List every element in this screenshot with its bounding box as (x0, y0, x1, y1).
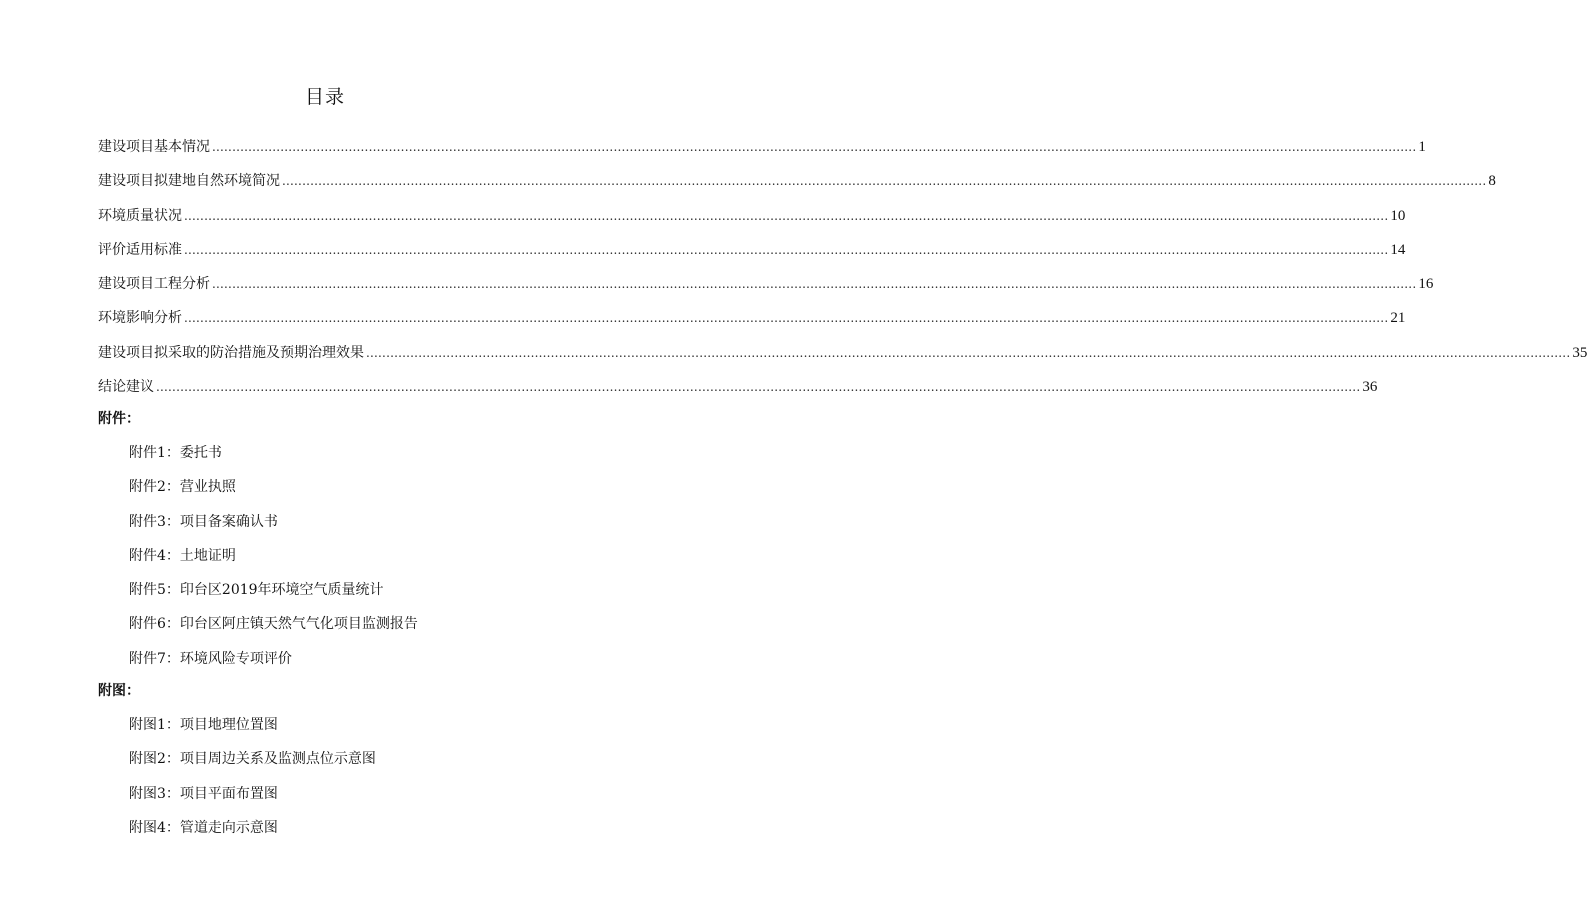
figure-item[interactable]: 附图1：项目地理位置图 (129, 717, 278, 733)
toc-entry-page: 36 (1362, 379, 1378, 396)
attachment-item[interactable]: 附件5：印台区2019年环境空气质量统计 (129, 582, 384, 599)
toc-leader-dots: ............................................................................................................................................................................................................................................................................................................ (184, 242, 1389, 257)
toc-entry[interactable] (98, 273, 1434, 307)
toc-entry-label: 建设项目拟采取的防治措施及预期治理效果 (98, 344, 364, 361)
page-title: 目录 (304, 86, 345, 108)
toc-leader-dots: ............................................................................................................................................................................................................................................................................................................ (366, 345, 1571, 360)
toc-entry[interactable] (98, 136, 1426, 170)
toc-entry-label: 环境影响分析 (98, 310, 182, 327)
figure-item[interactable]: 附图4：管道走向示意图 (129, 819, 278, 836)
toc-entry[interactable] (98, 205, 1406, 239)
attachments-list (129, 442, 589, 682)
toc-entry-label: 评价适用标准 (98, 241, 182, 258)
attachment-item[interactable]: 附件3：项目备案确认书 (129, 513, 278, 530)
toc-entry-page: 8 (1488, 173, 1496, 190)
attachment-item[interactable]: 附件2：营业执照 (129, 479, 236, 496)
toc-leader-dots: ............................................................................................................................................................................................................................................................................................................ (212, 140, 1417, 154)
toc-entry[interactable] (98, 307, 1406, 341)
toc-leader-dots: ............................................................................................................................................................................................................................................................................................................ (212, 277, 1417, 292)
toc-entry-label: 环境质量状况 (98, 207, 182, 224)
toc-entry-page: 35 (1572, 344, 1587, 361)
attachment-item[interactable]: 附件7：环境风险专项评价 (129, 650, 292, 667)
toc-entry-page: 21 (1390, 310, 1406, 327)
toc-entry[interactable] (98, 376, 1378, 410)
figure-item[interactable]: 附图2：项目周边关系及监测点位示意图 (129, 751, 376, 768)
attachments-heading: 附件： (98, 411, 140, 427)
toc-leader-dots: ............................................................................................................................................................................................................................................................................................................ (156, 380, 1361, 395)
toc-entry[interactable] (98, 239, 1406, 273)
toc-entry-page: 14 (1390, 241, 1406, 258)
toc-entry-page: 10 (1390, 207, 1406, 224)
attachment-item[interactable]: 附件4：土地证明 (129, 547, 236, 564)
toc-entry[interactable] (98, 170, 1496, 204)
toc-entry-label: 建设项目基本情况 (98, 139, 210, 155)
toc-entry[interactable] (98, 342, 1587, 376)
toc-entry-page: 1 (1418, 139, 1426, 155)
figure-item[interactable]: 附图3：项目平面布置图 (129, 785, 278, 802)
toc-leader-dots: ............................................................................................................................................................................................................................................................................................................ (282, 174, 1487, 189)
toc-leader-dots: ............................................................................................................................................................................................................................................................................................................ (184, 208, 1389, 223)
toc-entry-label: 建设项目工程分析 (98, 276, 210, 293)
toc-entry-label: 建设项目拟建地自然环境简况 (98, 173, 280, 190)
toc-leader-dots: ............................................................................................................................................................................................................................................................................................................ (184, 311, 1389, 326)
figures-heading: 附图： (98, 683, 140, 699)
toc-entry-label: 结论建议 (98, 379, 154, 396)
table-of-contents (98, 136, 1587, 410)
toc-entry-page: 16 (1418, 276, 1434, 293)
figures-list (129, 714, 589, 851)
attachment-item[interactable]: 附件6：印台区阿庄镇天然气气化项目监测报告 (129, 616, 418, 633)
attachment-item[interactable]: 附件1：委托书 (129, 445, 222, 461)
